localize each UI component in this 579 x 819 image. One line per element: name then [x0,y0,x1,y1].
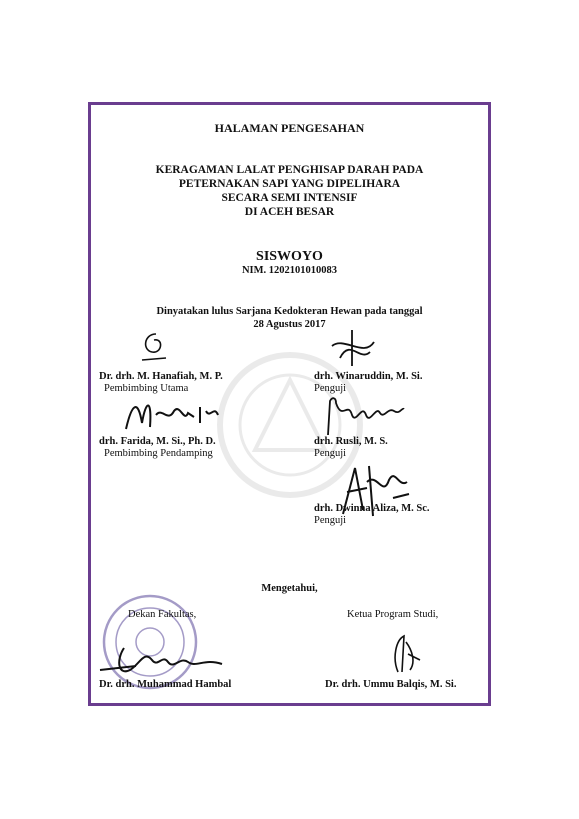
approval-heading: Mengetahui, [261,583,318,594]
signature-farida [122,393,222,437]
dean-role: Dekan Fakultas, [128,609,197,620]
signatory-name-winaruddin: drh. Winaruddin, M. Si. [314,371,423,382]
page-heading: HALAMAN PENGESAHAN [214,121,365,135]
signatory-role-rusli: Penguji [314,448,347,459]
signature-winaruddin [326,328,378,368]
graduation-date: 28 Agustus 2017 [253,319,326,330]
graduation-statement: Dinyatakan lulus Sarjana Kedokteran Hewan pada tanggal [156,306,423,317]
signature-kaprodi [388,632,422,676]
signature-rusli [322,395,408,439]
signature-hanafiah [136,330,176,366]
thesis-title-line-2: PETERNAKAN SAPI YANG DIPELIHARA [178,178,401,190]
signatory-role-dwinna: Penguji [314,515,347,526]
signatory-role-winaruddin: Penguji [314,383,347,394]
signatory-name-rusli: drh. Rusli, M. S. [314,436,388,447]
signatory-role-hanafiah: Pembimbing Utama [104,383,189,394]
signatory-name-hanafiah: Dr. drh. M. Hanafiah, M. P. [99,371,223,382]
signatory-role-farida: Pembimbing Pendamping [104,448,213,459]
kaprodi-role: Ketua Program Studi, [347,609,439,620]
signature-dean [96,640,226,682]
kaprodi-name: Dr. drh. Ummu Balqis, M. Si. [325,679,457,690]
student-number: NIM. 1202101010083 [241,265,338,276]
author-name: SISWOYO [256,249,323,264]
thesis-title-line-4: DI ACEH BESAR [244,206,335,218]
dean-name: Dr. drh. Muhammad Hambal [99,679,232,690]
signatory-name-dwinna: drh. Dwinna Aliza, M. Sc. [314,503,430,514]
thesis-title-line-3: SECARA SEMI INTENSIF [221,192,358,204]
thesis-title-line-1: KERAGAMAN LALAT PENGHISAP DARAH PADA [155,164,424,176]
signatory-name-farida: drh. Farida, M. Si., Ph. D. [99,436,216,447]
